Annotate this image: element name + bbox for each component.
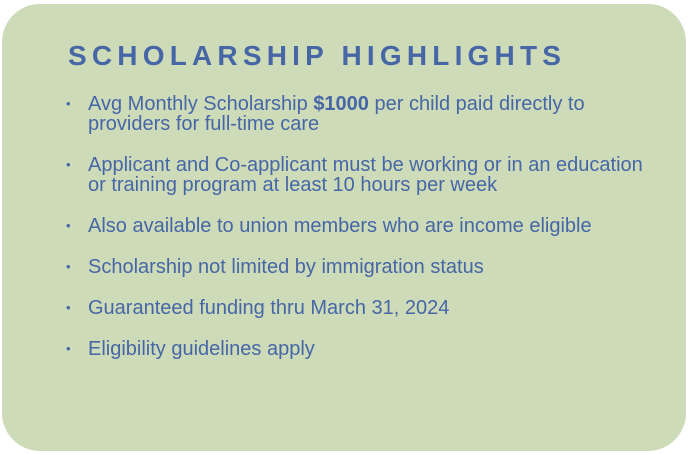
item-text: Applicant and Co-applicant must be working or in an education or training program at least 10 hours per week xyxy=(88,154,643,196)
item-text: Also available to union members who are income eligible xyxy=(88,215,592,237)
bullet-icon: • xyxy=(66,96,71,111)
bullet-icon: • xyxy=(66,259,71,274)
bullet-icon: • xyxy=(66,218,71,233)
item-text: Guaranteed funding thru March 31, 2024 xyxy=(88,297,450,319)
item-text: Scholarship not limited by immigration status xyxy=(88,256,484,278)
highlights-card xyxy=(2,4,686,451)
list-item xyxy=(66,257,646,277)
highlights-list xyxy=(66,94,646,380)
list-item xyxy=(66,339,646,359)
bullet-icon: • xyxy=(66,341,71,356)
card-title: SCHOLARSHIP HIGHLIGHTS xyxy=(68,40,567,71)
scholarship-amount: $1000 xyxy=(313,93,369,115)
list-item xyxy=(66,94,646,134)
list-item xyxy=(66,298,646,318)
list-item xyxy=(66,216,646,236)
bullet-icon: • xyxy=(66,300,71,315)
item-text-post: per child paid directly to providers for full-time care xyxy=(88,93,585,135)
list-item xyxy=(66,155,646,195)
item-text-pre: Avg Monthly Scholarship xyxy=(88,93,314,115)
item-text: Eligibility guidelines apply xyxy=(88,338,315,360)
bullet-icon: • xyxy=(66,157,71,172)
